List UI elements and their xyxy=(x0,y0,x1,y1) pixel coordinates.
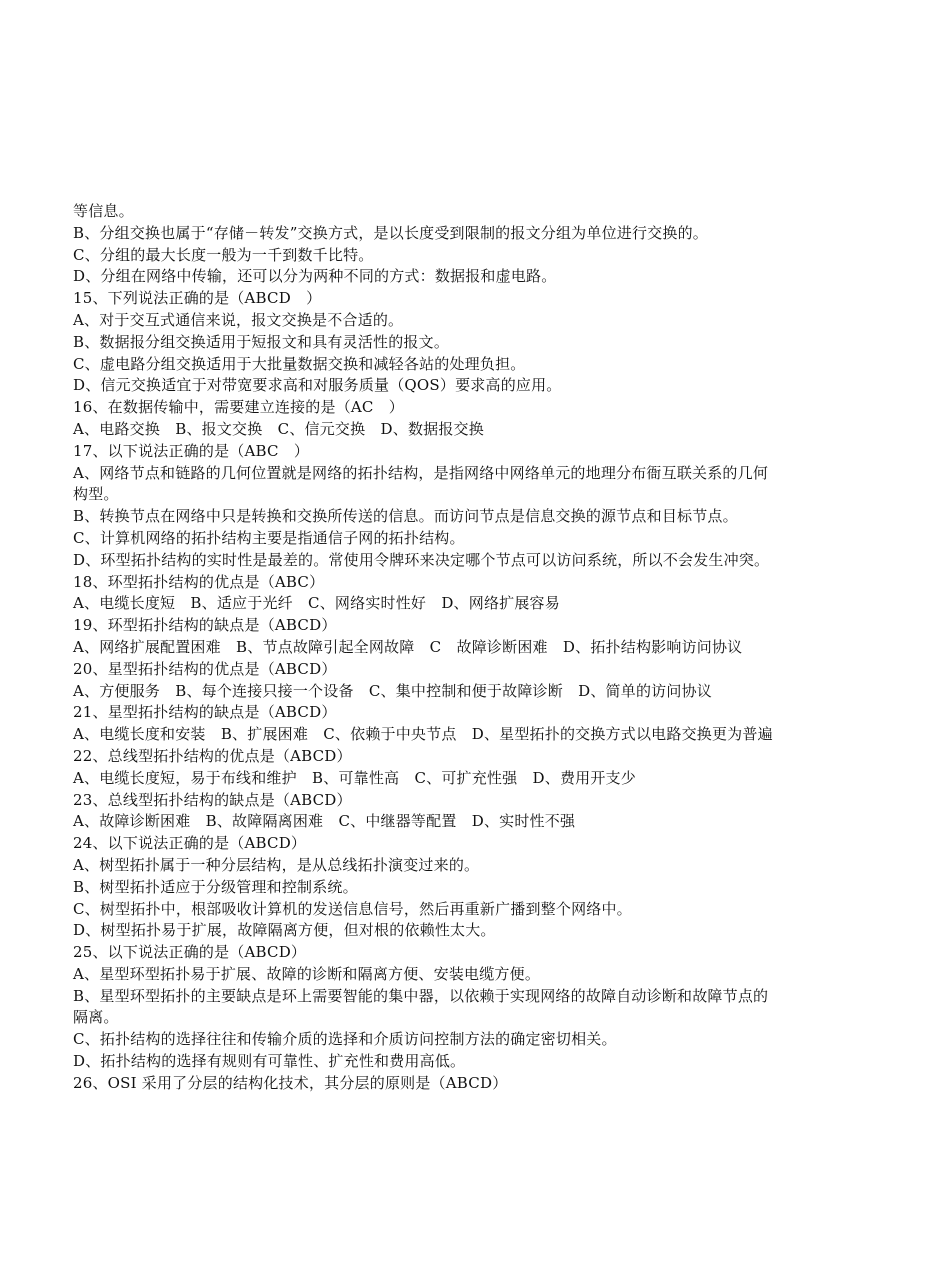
text-line: C、拓扑结构的选择往往和传输介质的选择和介质访问控制方法的确定密切相关。 xyxy=(73,1030,617,1049)
text-line: A、电缆长度短，易于布线和维护 B、可靠性高 C、可扩充性强 D、费用开支少 xyxy=(73,768,636,787)
text-line: A、电缆长度短 B、适应于光纤 C、网络实时性好 D、网络扩展容易 xyxy=(73,594,560,613)
question-22: 22、总线型拓扑结构的优点是（ABCD） xyxy=(73,746,352,765)
text-line: 等信息。 xyxy=(73,202,134,220)
text-line: A、网络扩展配置困难 B、节点故障引起全网故障 C 故障诊断困难 D、拓扑结构影响访问协议 xyxy=(73,637,743,656)
document-body xyxy=(73,201,885,1095)
text-line: C、树型拓扑中，根部吸收计算机的发送信息信号，然后再重新广播到整个网络中。 xyxy=(73,899,632,918)
text-line: A、方便服务 B、每个连接只接一个设备 C、集中控制和便于故障诊断 D、简单的访问协议 xyxy=(73,681,712,700)
question-17: 17、以下说法正确的是（ABC ） xyxy=(73,441,310,460)
text-line: A、对于交互式通信来说，报文交换是不合适的。 xyxy=(73,310,404,329)
text-line: A、电缆长度和安装 B、扩展困难 C、依赖于中央节点 D、星型拓扑的交换方式以电路交换更为普遍 xyxy=(73,725,773,744)
text-line: C、计算机网络的拓扑结构主要是指通信子网的拓扑结构。 xyxy=(73,528,465,547)
text-line: D、环型拓扑结构的实时性是最差的。常使用令牌环来决定哪个节点可以访问系统，所以不会发生冲突。 xyxy=(73,550,770,569)
text-line: C、分组的最大长度一般为一千到数千比特。 xyxy=(73,245,374,264)
text-line: D、分组在网络中传输，还可以分为两种不同的方式：数据报和虚电路。 xyxy=(73,267,557,286)
question-20: 20、星型拓扑结构的优点是（ABCD） xyxy=(73,659,337,678)
question-24: 24、以下说法正确的是（ABCD） xyxy=(73,834,307,853)
question-23: 23、总线型拓扑结构的缺点是（ABCD） xyxy=(73,790,352,809)
text-line: A、网络节点和链路的几何位置就是网络的拓扑结构，是指网络中网络单元的地理分布衙互联关系的几何 xyxy=(73,463,769,482)
text-line: A、星型环型拓扑易于扩展、故障的诊断和隔离方便、安装电缆方便。 xyxy=(73,964,541,983)
question-18: 18、环型拓扑结构的优点是（ABC） xyxy=(73,572,325,591)
question-21: 21、星型拓扑结构的缺点是（ABCD） xyxy=(73,703,337,722)
text-line: B、分组交换也属于“存储－转发”交换方式，是以长度受到限制的报文分组为单位进行交换的。 xyxy=(73,223,708,242)
text-line: B、树型拓扑适应于分级管理和控制系统。 xyxy=(73,877,358,896)
text-line: 隔离。 xyxy=(73,1008,119,1027)
text-line: C、虚电路分组交换适用于大批量数据交换和减轻各站的处理负担。 xyxy=(73,354,526,373)
text-line: D、拓扑结构的选择有规则有可靠性、扩充性和费用高低。 xyxy=(73,1052,466,1071)
text-line: D、信元交换适宜于对带宽要求高和对服务质量（QOS）要求高的应用。 xyxy=(73,376,562,395)
text-line: 构型。 xyxy=(73,485,119,504)
question-25: 25、以下说法正确的是（ABCD） xyxy=(73,943,307,962)
text-line: A、故障诊断困难 B、故障隔离困难 C、中继器等配置 D、实时性不强 xyxy=(73,812,576,831)
text-line: B、数据报分组交换适用于短报文和具有灵活性的报文。 xyxy=(73,332,450,351)
text-line: D、树型拓扑易于扩展，故障隔离方便，但对根的依赖性太大。 xyxy=(73,921,496,940)
text-line: B、转换节点在网络中只是转换和交换所传送的信息。而访问节点是信息交换的源节点和目标节点。 xyxy=(73,507,738,526)
question-26: 26、OSI 采用了分层的结构化技术，其分层的原则是（ABCD） xyxy=(73,1073,508,1092)
text-line: A、树型拓扑属于一种分层结构，是从总线拓扑演变过来的。 xyxy=(73,855,480,874)
text-line: A、电路交换 B、报文交换 C、信元交换 D、数据报交换 xyxy=(73,419,484,438)
question-19: 19、环型拓扑结构的缺点是（ABCD） xyxy=(73,616,337,635)
question-15: 15、下列说法正确的是（ABCD ） xyxy=(73,289,322,308)
text-line: B、星型环型拓扑的主要缺点是环上需要智能的集中器，以依赖于实现网络的故障自动诊断和故障节点的 xyxy=(73,986,769,1005)
question-16: 16、在数据传输中，需要建立连接的是（AC ） xyxy=(73,398,404,417)
